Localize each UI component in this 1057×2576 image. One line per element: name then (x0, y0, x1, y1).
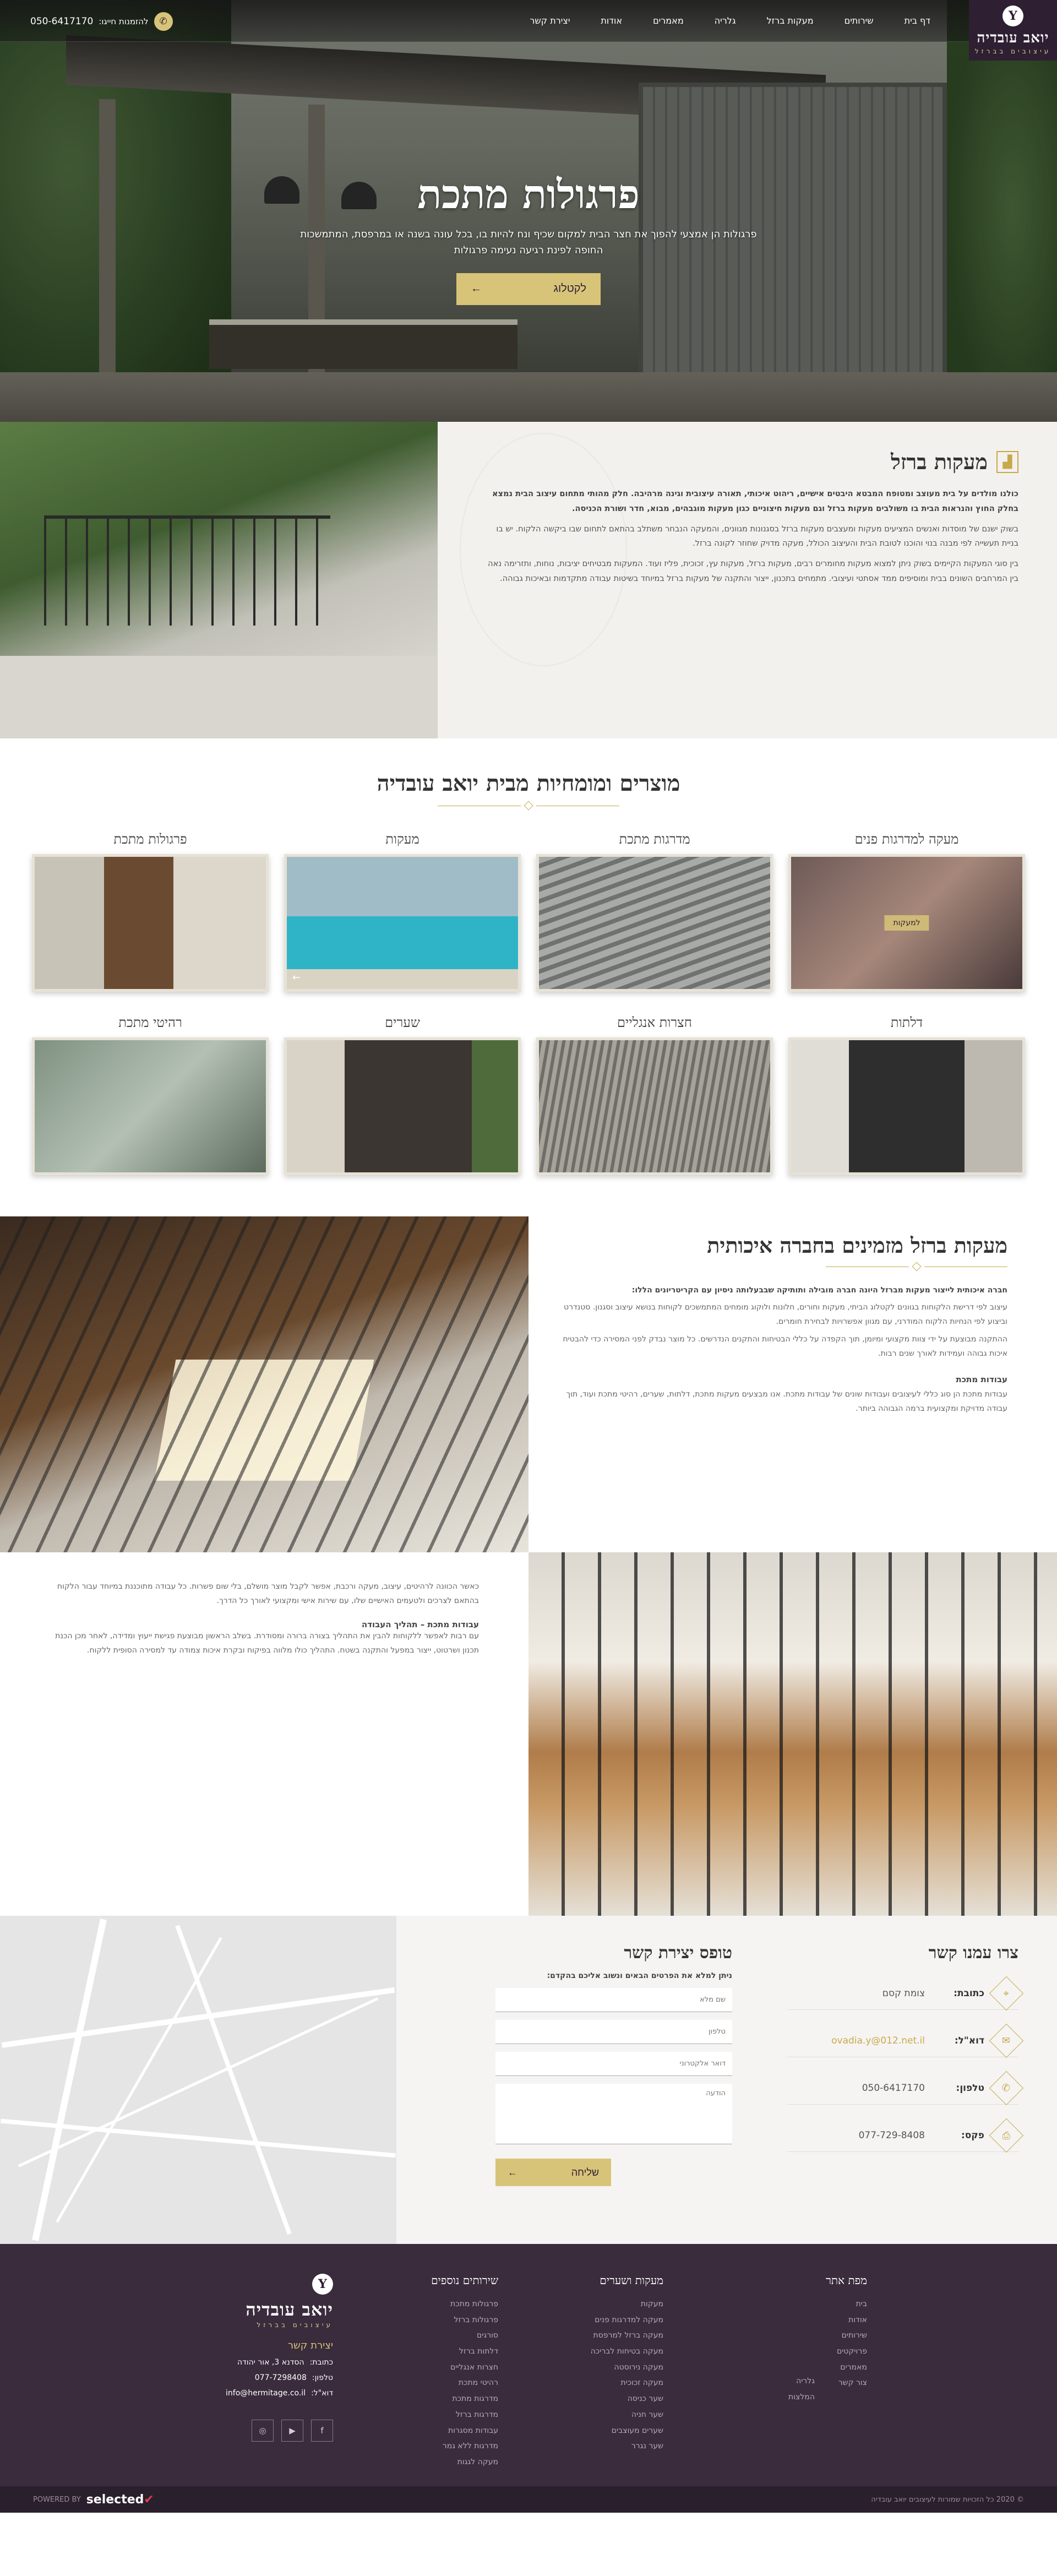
products-section (0, 738, 1057, 1216)
balusters-graphic (528, 1552, 1057, 1916)
nav-contact[interactable]: יצירת קשר (530, 15, 570, 26)
product-card-english-yards[interactable] (536, 1015, 773, 1175)
product-card-metal-stairs[interactable] (536, 832, 773, 992)
ornament-divider (826, 1263, 1007, 1270)
contact-label: פקס: (961, 2129, 984, 2141)
footer-link[interactable]: חצרות אנגליים (450, 2362, 498, 2372)
mail-icon: ✉ (989, 2023, 1023, 2057)
railings-paragraph: בין סוגי המעקות הקיימים בשוק ניתן למצוא מעקות מחומרים רבים, מעקות ברזל, מעקות עץ, זכוכית, פליז ועוד. המעקות מבטיחים יציבות, נוחות, ותזרימה נאה בין המרחבים השונים בבית ומוסיפים ממד אסתטי ועיצובי. מתמחים בתכנון, ייצור והתקנה של מעקות ברזל במיוחד בשיטות עבודה מתקדמות ובאיכות גבוהה. (488, 559, 1018, 584)
nav-railings[interactable]: מעקות ברזל (766, 15, 814, 26)
contact-info (754, 1916, 1057, 2244)
process-paragraph: כאשר הכוונה לרהיטים, עיצוב, מעקה ורכבת, אפשר לקבל מוצר מושלם, בלי שום פשרות. כל עבודה מתוכננת במיוחד עבור הלקוח בהתאם לצרכים ולטעמים האישיים שלו, עם שירות אישי ומקצועי לאורך כל הדרך. (57, 1582, 479, 1605)
selected-logo-icon: ✔ (144, 2492, 154, 2507)
location-map[interactable] (0, 1916, 396, 2244)
product-image[interactable] (788, 1037, 1025, 1175)
footer-link[interactable]: סורגים (477, 2331, 498, 2340)
powered-label: POWERED BY (33, 2495, 81, 2504)
site-header (0, 0, 1057, 55)
message-field[interactable] (495, 2084, 732, 2144)
powered-brand: selected (86, 2492, 144, 2507)
footer-col-title: מפת אתר (826, 2274, 867, 2287)
hero-section (0, 0, 1057, 422)
process-text (0, 1552, 528, 1916)
footer-link[interactable]: רהיטי מתכת (458, 2378, 498, 2388)
logo-name: יואב עובדיה (977, 30, 1049, 46)
footer-link[interactable]: שערים מעוצבים (611, 2426, 663, 2435)
footer-link[interactable]: עבודות מסגרות (448, 2426, 498, 2435)
nav-home[interactable]: דף בית (904, 15, 930, 26)
wall-graphic (0, 656, 438, 738)
header-phone[interactable] (30, 12, 173, 31)
products-title: מוצרים ומומחיות מבית יואב עובדיה (377, 770, 680, 796)
footer-email-link[interactable]: info@hermitage.co.il (226, 2389, 306, 2398)
submit-button[interactable] (495, 2159, 611, 2186)
metalwork-paragraph: עבודות מתכת הן סוג כללי לעיצובים ועבודות שונים של עבודות מתכת. אנו מבצעים מעקות מתכת, דלתות, שערים, רהיטי מתכת ועוד, תוך עבודה מדויקת ומקצועית ברמה הגבוהה ביותר. (566, 1389, 1007, 1413)
product-label: חצרות אנגליים (617, 1015, 692, 1030)
footer-link[interactable]: פרגולות מתכת (450, 2300, 498, 2308)
footer-brand (190, 2274, 333, 2470)
footer-logo-tag: עיצובים בברזל (257, 2321, 333, 2329)
footer-address (190, 2358, 333, 2367)
footer-link[interactable]: מעקה נירוסטה (614, 2362, 663, 2372)
footer-link[interactable]: מעקה זכוכית (620, 2378, 663, 2388)
arrow-left-icon: ← (508, 2166, 517, 2178)
corporate-paragraph: ההתקנה מבוצעת על ידי צוות מקצועי ומיומן, תוך הקפדה על כללי הבטיחות והתקנים הנדרשים. כל מוצר נבדק לפני המסירה כדי להבטיח איכות גבוהה ועמידות לאורך שנים רבות. (563, 1334, 1007, 1358)
arrow-left-icon: ← (471, 282, 482, 295)
site-logo[interactable] (969, 0, 1057, 61)
contact-label: דוא"ל: (954, 2035, 984, 2046)
footer-link[interactable]: שער חניה (631, 2410, 663, 2419)
nav-services[interactable]: שירותים (844, 15, 874, 26)
fax-icon: ⎙ (989, 2118, 1023, 2152)
balusters-graphic (0, 1216, 528, 1552)
map-road (175, 1925, 291, 2235)
railings-paragraph: בשוק ישנם של מוסדות ואנשים המציעים מעקות ומעצבים מעקות ברזל בסגנונות מגוונים, והמעקה הנבחר משתלב בהתאם לתחום שבו ביקשה הלקוח. יש בו בניית תעשייה לפי מבנה בנוי והוכנו לטובת הבית והעיצוב הכולל, מעקה מדויק שחוזר לקונה ברזל. (496, 524, 1018, 548)
footer-more-services (372, 2274, 498, 2470)
footer-link[interactable]: שער נגרר (631, 2442, 663, 2451)
product-card-pergolas[interactable] (32, 832, 269, 992)
product-card-indoor-railing[interactable] (788, 832, 1025, 992)
staircase-image (0, 1216, 528, 1552)
youtube-icon[interactable]: ▶ (281, 2420, 303, 2442)
footer-link[interactable]: אודות (848, 2315, 867, 2324)
product-label: דלתות (890, 1015, 923, 1030)
footer-link[interactable]: מעקה לגגות (457, 2457, 498, 2466)
submit-button-label: שליחה (571, 2166, 599, 2178)
product-card-railings[interactable] (284, 832, 521, 992)
process-paragraph: עם רבות לאפשר ללקוחות להבין את התהליך בצורה ברורה ומסודרת. בשלב הראשון מבוצעת פגישת ייעוץ ומדידה, לאחר מכן הכנת תכנון ושרטוט, ייצור במפעל והתקנה בשטח. התהליך כולו מלווה בפיקוח ובקרת איכות צמודה עד למסירה הסופית ללקוח. (55, 1631, 479, 1655)
footer-link[interactable]: מדרגות ללא גמר (442, 2442, 498, 2451)
product-image[interactable] (32, 1037, 269, 1175)
metalwork-heading: עבודות מתכת (956, 1374, 1007, 1384)
product-card-gates[interactable] (284, 1015, 521, 1175)
footer-link[interactable]: מעקה בטיחות לבריכה (590, 2347, 663, 2356)
contact-email-link[interactable]: ovadia.y@012.net.il (831, 2035, 925, 2046)
railing-stairs-image (528, 1552, 1057, 1916)
railings-lead: כולנו מולדים על בית מעוצב ומטופח המבטא היבטים אישיים, ריהוט איכותי, תאורה עיצובית וגינה מרהיבה. חלק מהותי מתחום עיצוב הבית נמצא בחלק החוץ והנראות הבית בו משולבים מעקות ברזל וגם מעקות חיצוניים כגון מעקות מוגבהים, מבוא, חדר ושורת הכניסה. (492, 490, 1018, 513)
contact-label: טלפון: (956, 2082, 984, 2094)
contact-info-title: צרו עמנו קשר (928, 1943, 1018, 1963)
product-label: פרגולות מתכת (113, 832, 187, 847)
contact-section (0, 1916, 1057, 2244)
product-card-metal-furniture[interactable] (32, 1015, 269, 1175)
footer-phone (190, 2373, 333, 2382)
main-nav (530, 15, 930, 26)
catalog-button-label: לקטלוג (553, 282, 586, 295)
contact-address-row (787, 1977, 1018, 2010)
arrow-left-icon: ← (292, 972, 301, 983)
product-label: רהיטי מתכת (118, 1015, 182, 1030)
product-card-doors[interactable] (788, 1015, 1025, 1175)
nav-gallery[interactable]: גלריה (714, 15, 736, 26)
email-field[interactable] (495, 2052, 732, 2076)
nav-articles[interactable]: מאמרים (653, 15, 684, 26)
process-heading: עבודות מתכת – תהליך העבודה (361, 1619, 479, 1629)
instagram-icon[interactable]: ◎ (252, 2420, 274, 2442)
footer-logo-name: יואב עובדיה (246, 2299, 333, 2320)
phone-icon: ✆ (154, 12, 173, 31)
footer-link[interactable]: מדרגות מתכת (452, 2394, 498, 2404)
ornament-divider (438, 802, 619, 809)
railings-title (487, 449, 1018, 475)
footer-columns (0, 2274, 1057, 2470)
footer-railings-gates (537, 2274, 663, 2470)
contact-form-subtitle: ניתן למלא את הפרטים הבאים ונשוב אליכם בהקדם: (547, 1971, 732, 1980)
copyright: © 2020 כל הזכויות שמורות לעיצובים יואב עובדיה (871, 2495, 1024, 2504)
phone-number[interactable]: 050-6417170 (30, 16, 94, 27)
contact-form (396, 1916, 754, 2244)
footer-value: הסדנא 3, אור יהודה (237, 2358, 304, 2367)
phone-icon: ✆ (989, 2070, 1023, 2105)
footer-link[interactable]: מעקה למדרגות פנים (595, 2315, 663, 2324)
logo-tagline: עיצובים בברזל (974, 47, 1051, 55)
catalog-button[interactable] (456, 273, 601, 305)
footer-key: דוא"ל: (311, 2389, 333, 2398)
phone-label: להזמנות חייגו: (99, 17, 149, 26)
corporate-section (0, 1216, 1057, 1552)
contact-value: צומת קסם (882, 1987, 925, 1999)
corporate-title: מעקות ברזל מזמינים בחברה איכותית (707, 1233, 1007, 1258)
product-image[interactable] (284, 854, 521, 992)
product-image[interactable] (284, 1037, 521, 1175)
footer-link[interactable]: פרויקטים (836, 2347, 867, 2356)
footer-link[interactable]: דלתות ברזל (459, 2347, 498, 2356)
footer-link[interactable]: מאמרים (840, 2362, 867, 2372)
railings-image (0, 422, 438, 738)
contact-fax-row (787, 2119, 1018, 2152)
product-image[interactable] (536, 1037, 773, 1175)
footer-link[interactable]: מדרגות ברזל (455, 2410, 498, 2419)
footer-link[interactable]: מעקות (640, 2300, 663, 2308)
contact-phone-link[interactable]: 050-6417170 (862, 2082, 925, 2094)
facebook-icon[interactable]: f (311, 2420, 333, 2442)
footer-sitemap (702, 2274, 867, 2470)
map-road (32, 1919, 107, 2241)
hero-subtitle: פרגולות הן אמצעי להפוך את חצר הבית למקום שכיף ונח להיות בו, בכל עונה בשנה או במרפסת, המתמשכות החופה לפינת רגיעה נעימה פרגולות (300, 229, 757, 256)
logo-mark-icon: Y (312, 2274, 333, 2295)
footer-link[interactable]: מעקה ברזל למרפסת (593, 2331, 663, 2340)
product-badge[interactable]: למעקות (884, 915, 929, 931)
railings-intro-section (0, 422, 1057, 738)
railings-intro-text (438, 422, 1057, 738)
footer-key: כתובת: (309, 2358, 333, 2367)
footer-link[interactable]: צור קשר (838, 2378, 867, 2388)
corporate-subtitle: חברה איכותית לייצור מעקות מברזל היונה חברה מובילה ותותיקה שבבעלותה ניסיון עם הקריטריונים הללו: (631, 1286, 1007, 1295)
footer-key: טלפון: (312, 2373, 333, 2382)
footer-col-title: שירותים נוספים (431, 2274, 498, 2287)
site-footer (0, 2244, 1057, 2513)
contact-phone-row (787, 2072, 1018, 2105)
contact-value: 077-729-8408 (858, 2129, 925, 2141)
location-icon: ⌖ (989, 1976, 1023, 2010)
footer-phone-link[interactable]: 077-7298408 (254, 2373, 307, 2382)
product-label: מדרגות מתכת (619, 832, 690, 847)
product-label: מעקה למדרגות פנים (854, 832, 959, 847)
phone-field[interactable] (495, 2020, 732, 2044)
footer-link[interactable]: המלצות (788, 2392, 815, 2401)
nav-about[interactable]: אודות (601, 15, 623, 26)
product-label: מעקות (385, 832, 419, 847)
footer-link[interactable]: בית (856, 2300, 867, 2308)
footer-link[interactable]: שער כניסה (627, 2394, 663, 2404)
process-section (0, 1552, 1057, 1916)
stairs-icon: ▟ (996, 451, 1018, 473)
hero-content (0, 171, 1057, 305)
footer-link[interactable]: גלריה (796, 2377, 815, 2385)
footer-contact-title: יצירת קשר (287, 2340, 333, 2351)
railings-title-text: מעקות ברזל (891, 449, 988, 474)
footer-bottom-bar (0, 2486, 1057, 2513)
map-road (56, 1937, 222, 2223)
products-grid (0, 832, 1057, 1175)
logo-mark-icon: Y (1002, 6, 1023, 26)
product-image[interactable] (536, 854, 773, 992)
footer-col-title: מעקות ושערים (600, 2274, 663, 2287)
social-links (190, 2420, 333, 2442)
product-image[interactable] (788, 854, 1025, 992)
contact-email-row (787, 2024, 1018, 2057)
contact-form-title: טופס יצירת קשר (624, 1943, 732, 1963)
hero-title: פרגולות מתכת (417, 171, 640, 218)
footer-email (190, 2389, 333, 2398)
powered-by[interactable] (33, 2493, 154, 2507)
footer-link[interactable]: שירותים (841, 2331, 867, 2340)
name-field[interactable] (495, 1988, 732, 2012)
product-image[interactable] (32, 854, 269, 992)
railing-graphic (44, 515, 330, 626)
contact-label: כתובת: (954, 1987, 984, 1999)
footer-link[interactable]: פרגולות ברזל (454, 2315, 498, 2324)
corporate-paragraph: עיצוב לפי דרישת הלקוחות בגוונים לקטלוג הביתי, מעקות וחורים, חלונות ולוקוג מומחים המתמשכים לקוחות בנושא עיצוב וסגנון. סטנדרט וביצוע לפי הנחיות הלקוח המודרני, עם מגוון אפשרויות לבחירת חומרים. (563, 1303, 1007, 1327)
product-label: שערים (385, 1015, 420, 1030)
corporate-text (528, 1216, 1057, 1552)
